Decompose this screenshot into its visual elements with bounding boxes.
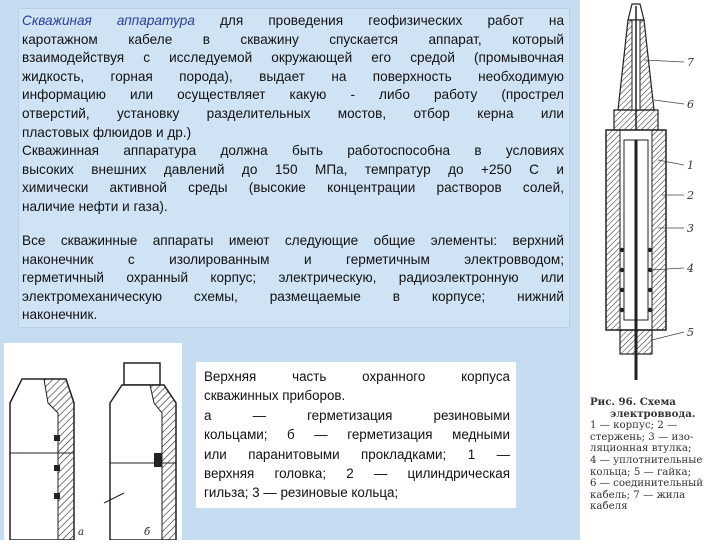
caption-line: Верхняя часть охранного корпуса: [204, 369, 510, 384]
text-line: взаимодействуя с исследуемой окружающей его средой (промывочная: [22, 50, 564, 66]
fig-caption-line: кольца; 5 — гайка;: [590, 466, 692, 478]
text-line: пластовых флюидов и др.): [22, 124, 192, 140]
fig-caption-line: 4 — уплотнительные: [590, 454, 703, 466]
caption-line: верхняя головка; 2 — цилиндрическая: [204, 466, 510, 482]
label-6: 6: [687, 98, 694, 111]
text-line: Все скважинные аппараты имеют следующие общие элементы: верхний: [22, 233, 564, 248]
text-line: отверстий, установку разделительных мостов, отбор керна или: [22, 105, 564, 121]
caption-line: или паранитовыми прокладками; 1 —: [204, 446, 510, 462]
text-line: герметичный охранный корпус; электрическую, радиоэлектронную или: [22, 270, 564, 286]
caption-line: гильза; 3 — резиновые кольца;: [204, 485, 399, 501]
caption-line: а — герметизация резиновыми: [204, 407, 510, 423]
term-highlight: Скважиная аппаратура: [22, 13, 195, 28]
paragraph-elements: [22, 232, 564, 325]
label-7: 7: [687, 56, 694, 69]
text-line: каротажном кабеле в скважину спускается аппарат, который: [22, 31, 564, 47]
text-line: информацию или осуществляет какую - либо работу (прострел: [22, 87, 564, 103]
text-line: жидкость, горная порода), выдает на поверхность необходимую: [22, 68, 564, 84]
caption-line: скважинных приборов.: [204, 388, 346, 404]
label-1: 1: [687, 159, 694, 172]
text-line: наличие нефти и газа).: [22, 198, 168, 214]
fig-caption-line: Рис. 96. Схема: [590, 396, 676, 408]
electrovvod-drawing: [584, 0, 720, 392]
label-a: а: [78, 527, 84, 538]
fig-caption-line: кабель; 7 — жила: [590, 489, 686, 501]
fig-caption-line: 1 — корпус; 2 —: [590, 420, 678, 432]
text-line: наконечник.: [22, 307, 98, 323]
label-4: 4: [687, 262, 694, 275]
label-3: 3: [687, 222, 694, 235]
fig-caption-line: электроввода.: [610, 407, 696, 420]
fig-caption-line: ляционная втулка;: [590, 443, 692, 455]
figure-caption: [204, 367, 510, 503]
caption-line: кольцами; б — герметизация медными: [204, 427, 510, 443]
text-line: электромеханическую схемы, размещаемые в корпусе; нижний: [22, 288, 564, 304]
fig-caption-line: 6 — соединительный: [590, 478, 704, 490]
text-line: высоких внешних давлений до 150 МПа, темпратур до +250 С и: [22, 161, 564, 177]
paragraph-intro: Скважиная аппаратура для проведения геофизических работ на каротажном кабеле в скважину спускается аппарат, который взаимодействуя с исследуемой окружающей его средой (промывочная жидкость, горная порода), выдает на поверхность необходимую информацию или осуществляет какую - либо работу (прострел отверстий, установку разделительных мостов, отбор керна или пластовых флюидов и др.) Скважинная аппаратура должна быть работоспособна в условиях высоких внешних давлений до 150 МПа, темпратур до +250 С и химически активной среды (высокие концентрации растворов солей, наличие нефти и газа).: [22, 12, 564, 217]
fig-caption-line: кабеля: [590, 501, 628, 513]
text-line: наконечник с изолированным и герметичным электровводом;: [22, 251, 564, 267]
label-2: 2: [687, 189, 694, 202]
label-b: б: [144, 527, 151, 538]
fig-caption-line: стержень; 3 — изо-: [590, 431, 694, 443]
housing-figure: [4, 343, 182, 540]
label-5: 5: [687, 326, 694, 339]
housing-drawing: [4, 343, 182, 540]
text-line: Скважинная аппаратура должна быть работоспособна в условиях: [22, 143, 564, 159]
electrovvod-caption: [590, 397, 716, 513]
text-line: химически активной среды (высокие концентрации растворов солей,: [22, 180, 564, 196]
